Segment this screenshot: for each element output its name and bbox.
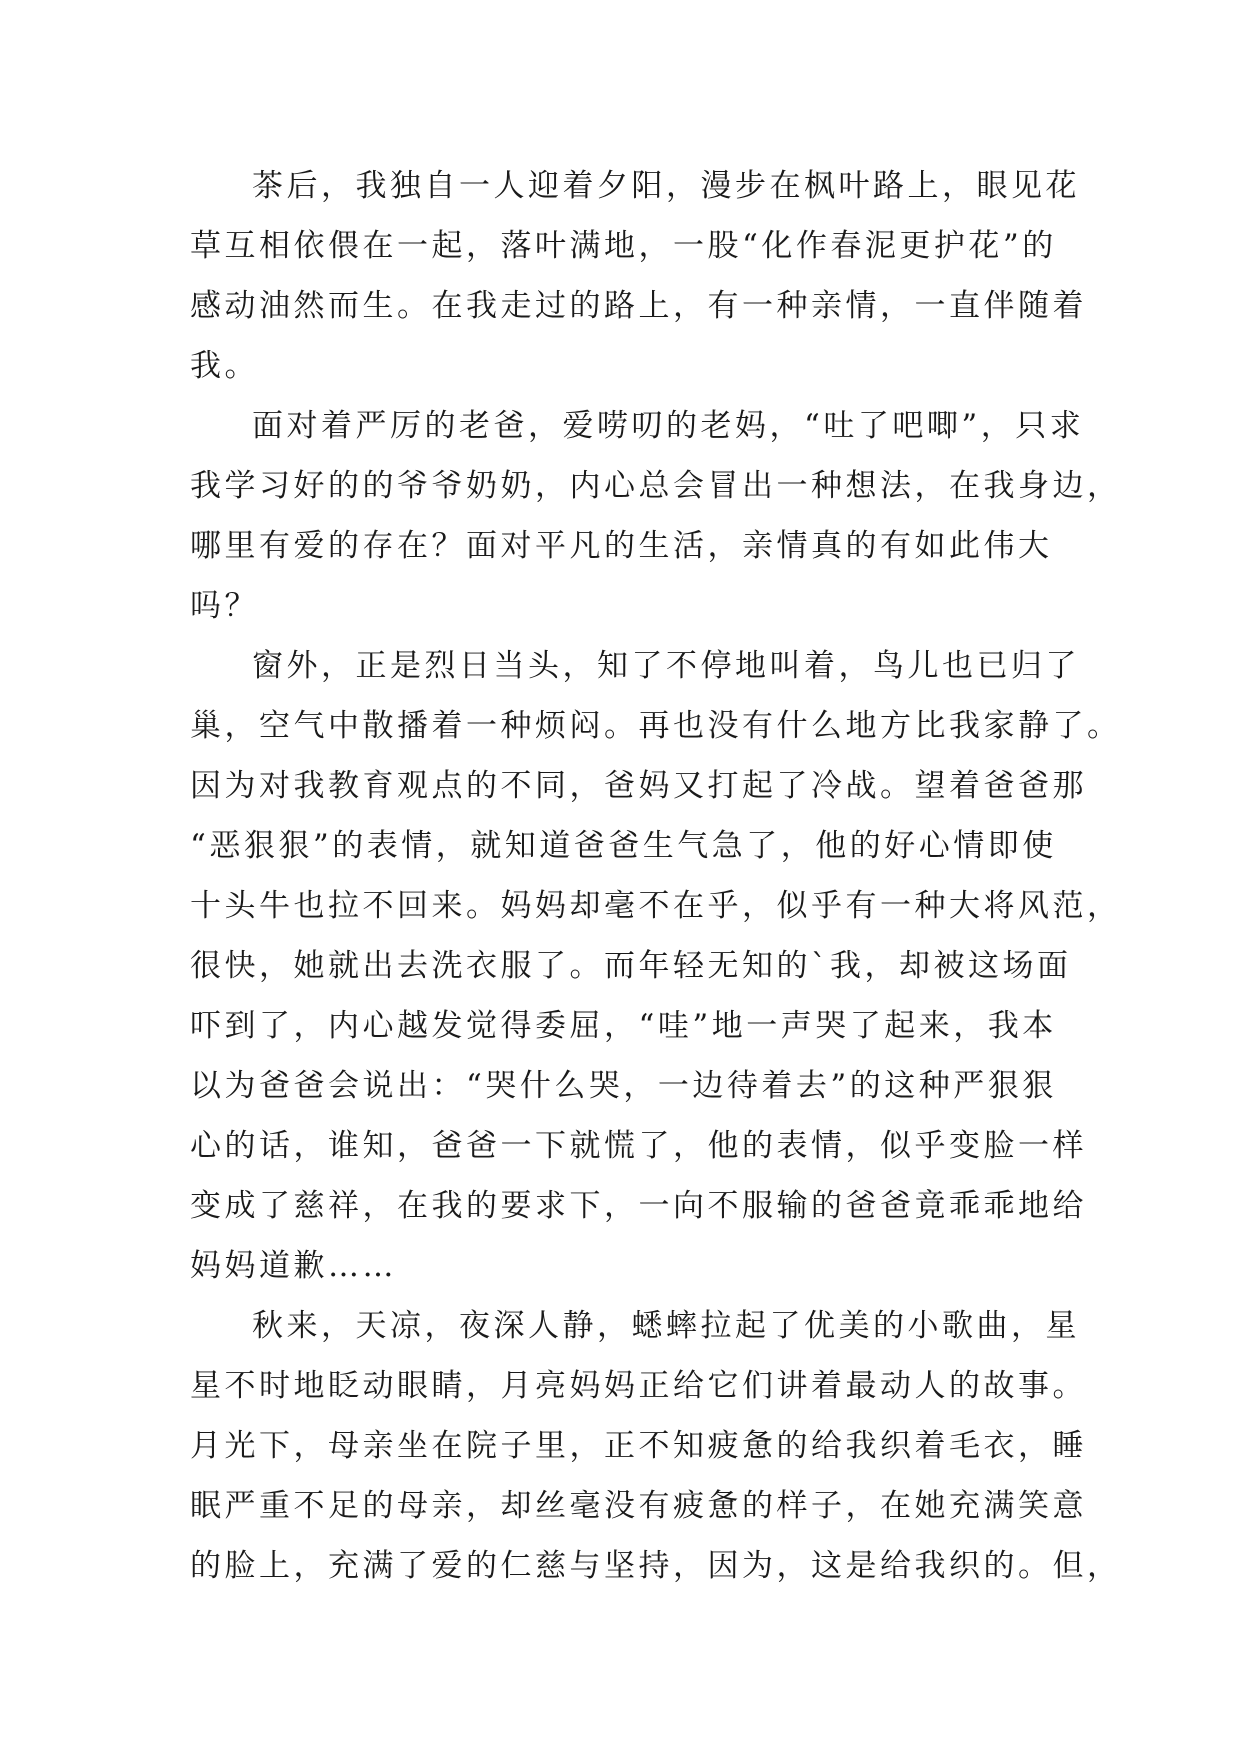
text-line: 月光下，母亲坐在院子里，正不知疲惫的给我织着毛衣，睡 <box>190 1428 1087 1464</box>
text-line: 窗外，正是烈日当头，知了不停地叫着，鸟儿也已归了 <box>252 648 1080 684</box>
text-line: 秋来，天凉，夜深人静，蟋蟀拉起了优美的小歌曲，星 <box>252 1308 1080 1344</box>
text-line: 吓到了，内心越发觉得委屈，“哇”地一声哭了起来，我本 <box>190 1008 1057 1044</box>
text-line: 以为爸爸会说出：“哭什么哭，一边待着去”的这种严狠狠 <box>190 1068 1057 1104</box>
text-line: 心的话，谁知，爸爸一下就慌了，他的表情，似乎变脸一样 <box>190 1128 1087 1164</box>
text-line: 星不时地眨动眼睛，月亮妈妈正给它们讲着最动人的故事。 <box>190 1368 1087 1404</box>
text-line: “恶狠狠”的表情，就知道爸爸生气急了，他的好心情即使 <box>190 828 1057 864</box>
text-line: 的脸上，充满了爱的仁慈与坚持，因为，这是给我织的。但， <box>190 1548 1122 1584</box>
text-line: 因为对我教育观点的不同，爸妈又打起了冷战。望着爸爸那 <box>190 768 1087 804</box>
text-line: 巢，空气中散播着一种烦闷。再也没有什么地方比我家静了。 <box>190 708 1122 744</box>
text-line: 我学习好的的爷爷奶奶，内心总会冒出一种想法，在我身边， <box>190 468 1122 504</box>
text-line: 吗？ <box>190 588 259 624</box>
text-line: 草互相依偎在一起，落叶满地，一股“化作春泥更护花”的 <box>190 228 1057 264</box>
text-line: 很快，她就出去洗衣服了。而年轻无知的`我，却被这场面 <box>190 948 1072 984</box>
text-line: 我。 <box>190 348 259 384</box>
body-text <box>190 156 1122 1596</box>
text-line: 十头牛也拉不回来。妈妈却毫不在乎，似乎有一种大将风范， <box>190 888 1122 924</box>
text-line: 妈妈道歉…… <box>190 1248 397 1284</box>
text-line: 眠严重不足的母亲，却丝毫没有疲惫的样子，在她充满笑意 <box>190 1488 1087 1524</box>
text-line: 茶后，我独自一人迎着夕阳，漫步在枫叶路上，眼见花 <box>252 168 1080 204</box>
text-line: 面对着严厉的老爸，爱唠叨的老妈，“吐了吧唧”，只求 <box>252 408 1085 444</box>
text-line: 感动油然而生。在我走过的路上，有一种亲情，一直伴随着 <box>190 288 1087 324</box>
text-line: 变成了慈祥，在我的要求下，一向不服输的爸爸竟乖乖地给 <box>190 1188 1087 1224</box>
text-line: 哪里有爱的存在？面对平凡的生活，亲情真的有如此伟大 <box>190 528 1053 564</box>
